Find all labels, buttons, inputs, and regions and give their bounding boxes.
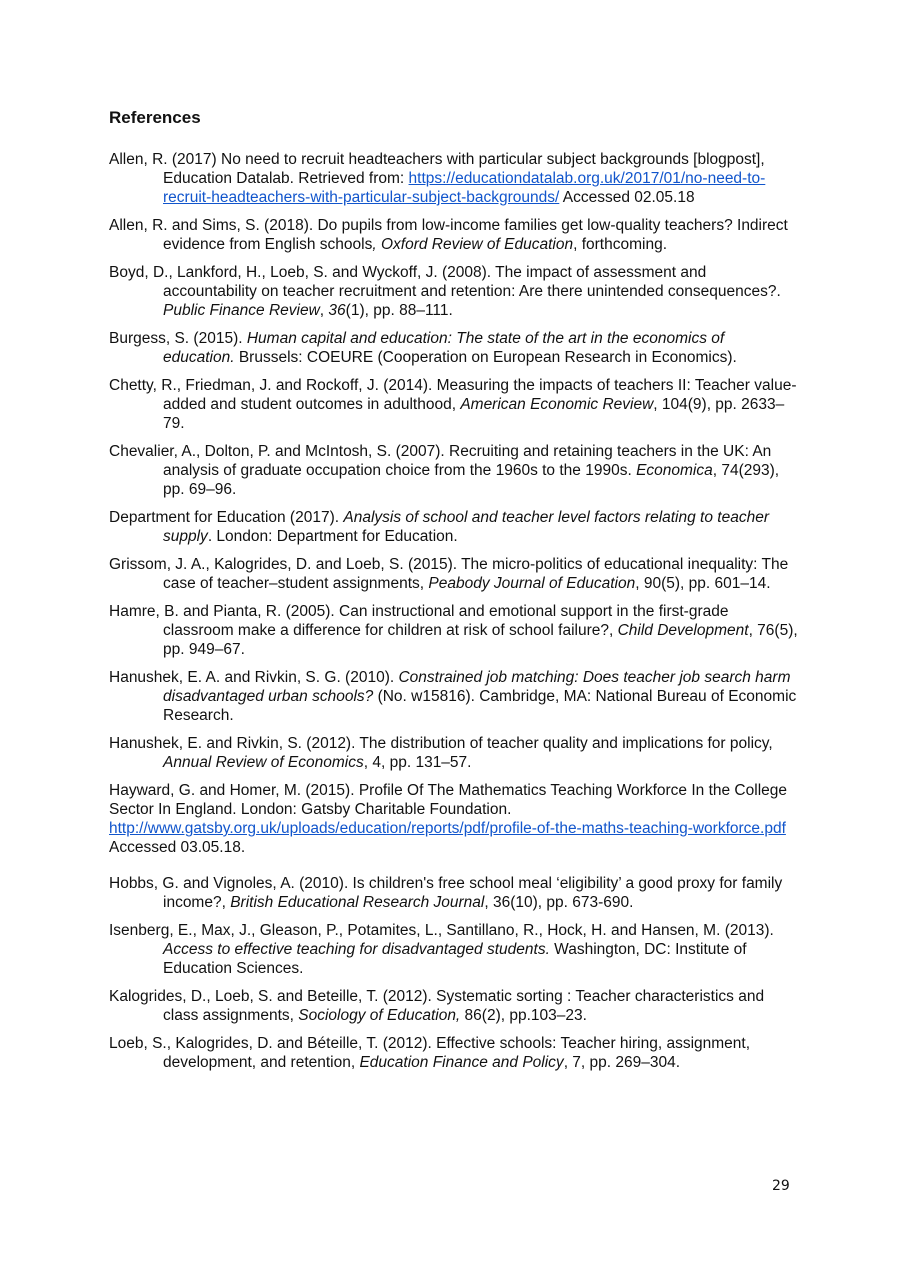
reference-italic-text: Child Development [617,622,749,639]
reference-italic-text: Access to effective teaching for disadvantaged students. [163,941,550,958]
reference-entry [109,150,799,207]
reference-italic-text: 36 [328,302,346,319]
reference-italic-text: Public Finance Review [163,302,320,319]
reference-text: Hamre, B. and Pianta, R. (2005). Can instructional and emotional support in the first-grade classroom make a difference for children at risk of school failure?, [109,603,729,639]
reference-italic-text: British Educational Research Journal [230,894,485,911]
reference-text: , 7, pp. 269–304. [563,1054,681,1071]
reference-text: , forthcoming. [573,236,668,253]
reference-text: Department for Education (2017). [109,509,344,526]
reference-entry [109,216,799,254]
reference-italic-text: Sociology of Education, [298,1007,461,1024]
reference-text: , 4, pp. 131–57. [363,754,472,771]
reference-italic-text: American Economic Review [460,396,654,413]
reference-text: , 36(10), pp. 673-690. [484,894,634,911]
reference-entry [109,508,799,546]
reference-italic-text: Peabody Journal of Education [428,575,636,592]
reference-entry [109,734,799,772]
reference-text: Kalogrides, D., Loeb, S. and Beteille, T. (2012). Systematic sorting : Teacher characteristics and class assignments, [109,988,765,1024]
reference-entry [109,1034,799,1072]
reference-entry [109,602,799,659]
reference-text: Chetty, R., Friedman, J. and Rockoff, J. (2014). Measuring the impacts of teachers II: Teacher value-added and student outcomes in adulthood, [109,377,797,413]
reference-italic-text: Economica [636,462,713,479]
reference-italic-text: Education Finance and Policy [359,1054,564,1071]
reference-entry [109,874,799,912]
reference-text: , 90(5), pp. 601–14. [635,575,771,592]
reference-text: , 74(293), pp. 69–96. [163,462,780,498]
reference-text: , [319,302,329,319]
reference-entry [109,263,799,320]
reference-entry [109,376,799,433]
references-heading: References [109,108,201,127]
reference-text: Brussels: COEURE (Cooperation on European Research in Economics). [234,349,737,366]
reference-text: Boyd, D., Lankford, H., Loeb, S. and Wyckoff, J. (2008). The impact of assessment and accountability on teacher recruitment and retention: Are there unintended consequences?. [109,264,781,300]
reference-italic-text: Analysis of school and teacher level factors relating to teacher supply [163,509,769,545]
reference-text: Hayward, G. and Homer, M. (2015). Profile Of The Mathematics Teaching Workforce In the College Sector In England. London: Gatsby Charitable Foundation. [109,782,787,818]
reference-text: Accessed 03.05.18. [109,839,246,856]
reference-list [109,150,799,1081]
reference-entry [109,987,799,1025]
reference-text: Allen, R. and Sims, S. (2018). Do pupils from low-income families get low-quality teachers? Indirect evidence from English schools [109,217,788,253]
reference-text: 86(2), pp.103–23. [460,1007,587,1024]
reference-text: Hanushek, E. and Rivkin, S. (2012). The distribution of teacher quality and implications for policy, [109,735,773,752]
reference-entry [109,668,799,725]
reference-text: Loeb, S., Kalogrides, D. and Béteille, T. (2012). Effective schools: Teacher hiring, assignment, development, and retention, [109,1035,751,1071]
reference-text: Chevalier, A., Dolton, P. and McIntosh, S. (2007). Recruiting and retaining teachers in the UK: An analysis of graduate occupation choice from the 1960s to the 1990s. [109,443,772,479]
reference-text: , 104(9), pp. 2633–79. [163,396,785,432]
reference-italic-text: Human capital and education: The state of the art in the economics of education. [163,330,725,366]
reference-italic-text: , Oxford Review of Education [372,236,574,253]
reference-text: Burgess, S. (2015). [109,330,247,347]
reference-italic-text: Constrained job matching: Does teacher job search harm disadvantaged urban schools? [163,669,791,705]
reference-link[interactable]: https://educationdatalab.org.uk/2017/01/no-need-to-recruit-headteachers-with-particular-subject-backgrounds/ [163,170,766,206]
reference-entry [109,921,799,978]
reference-text: (No. w15816). Cambridge, MA: National Bureau of Economic Research. [163,688,797,724]
reference-text: Hanushek, E. A. and Rivkin, S. G. (2010). [109,669,399,686]
reference-text: Washington, DC: Institute of Education Sciences. [163,941,747,977]
reference-entry [109,329,799,367]
reference-text: Hobbs, G. and Vignoles, A. (2010). Is children's free school meal ‘eligibility’ a good proxy for family income?, [109,875,783,911]
reference-text: Isenberg, E., Max, J., Gleason, P., Potamites, L., Santillano, R., Hock, H. and Hansen, M. (2013). [109,922,774,939]
reference-italic-text: Annual Review of Economics [163,754,364,771]
reference-text: , 76(5), pp. 949–67. [163,622,798,658]
reference-text: Allen, R. (2017) No need to recruit headteachers with particular subject backgrounds [blogpost], Education Datalab. Retrieved from: [109,151,765,187]
reference-text: Accessed 02.05.18 [559,189,695,206]
reference-link[interactable]: http://www.gatsby.org.uk/uploads/education/reports/pdf/profile-of-the-maths-teaching-workforce.pdf [109,820,786,837]
reference-entry [109,555,799,593]
reference-entry [109,781,799,857]
reference-text: Grissom, J. A., Kalogrides, D. and Loeb, S. (2015). The micro-politics of educational inequality: The case of teacher–student assignments, [109,556,789,592]
reference-text: (1), pp. 88–111. [345,302,453,319]
page-number: 29 [772,1178,790,1194]
reference-entry [109,442,799,499]
reference-text: . London: Department for Education. [207,528,458,545]
